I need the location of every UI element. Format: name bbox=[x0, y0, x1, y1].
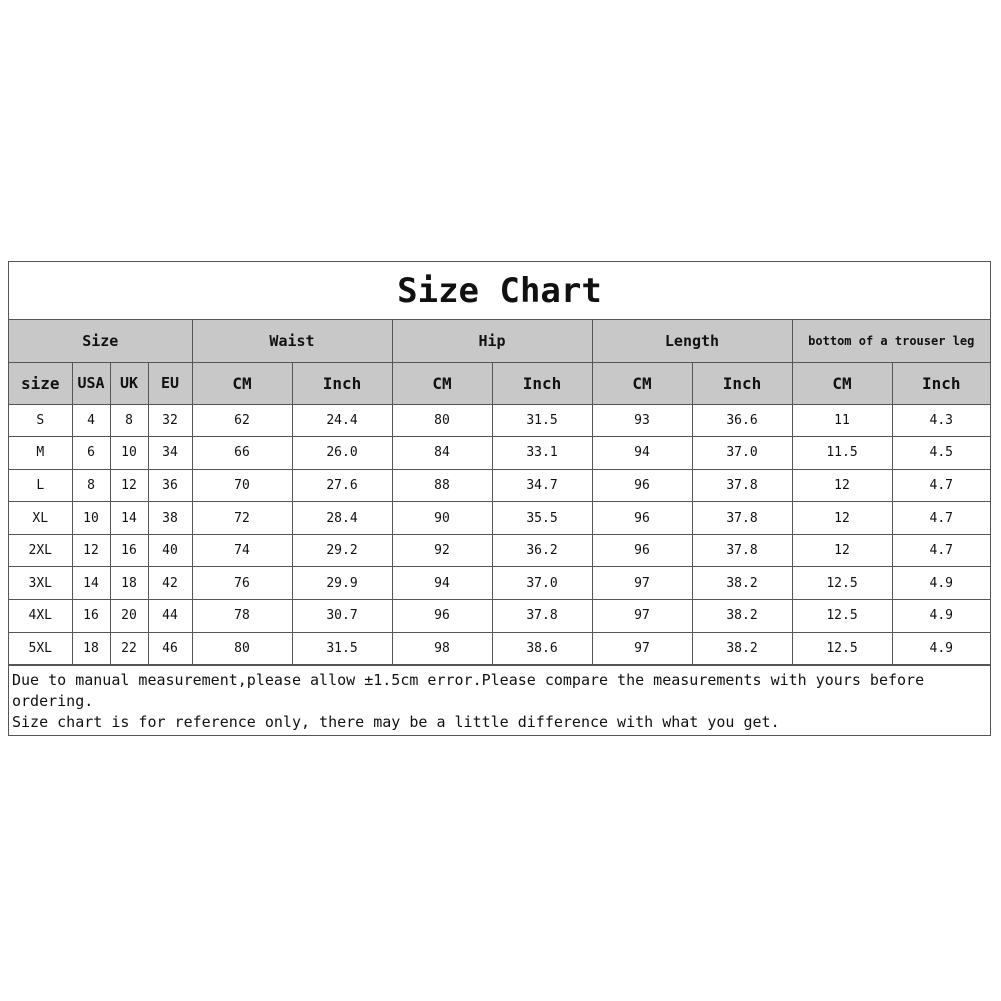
cell-size: S bbox=[9, 404, 72, 437]
col-waist-inch-header: Inch bbox=[292, 362, 392, 404]
cell-length-cm: 96 bbox=[592, 502, 692, 535]
cell-length-inch: 38.2 bbox=[692, 567, 792, 600]
col-eu-header: EU bbox=[148, 362, 192, 404]
cell-waist-cm: 72 bbox=[192, 502, 292, 535]
cell-leg-inch: 4.7 bbox=[892, 502, 990, 535]
table-row bbox=[9, 437, 990, 470]
col-usa-header: USA bbox=[72, 362, 110, 404]
group-length-header: Length bbox=[592, 320, 792, 362]
cell-length-cm: 97 bbox=[592, 600, 692, 633]
cell-length-inch: 36.6 bbox=[692, 404, 792, 437]
cell-hip-cm: 88 bbox=[392, 469, 492, 502]
cell-eu: 36 bbox=[148, 469, 192, 502]
cell-hip-inch: 35.5 bbox=[492, 502, 592, 535]
cell-leg-cm: 12 bbox=[792, 502, 892, 535]
cell-hip-cm: 98 bbox=[392, 632, 492, 665]
cell-hip-inch: 36.2 bbox=[492, 534, 592, 567]
cell-waist-inch: 28.4 bbox=[292, 502, 392, 535]
cell-waist-cm: 70 bbox=[192, 469, 292, 502]
table-row bbox=[9, 502, 990, 535]
note-block bbox=[9, 665, 990, 735]
cell-eu: 40 bbox=[148, 534, 192, 567]
cell-usa: 4 bbox=[72, 404, 110, 437]
cell-hip-inch: 37.0 bbox=[492, 567, 592, 600]
cell-length-cm: 96 bbox=[592, 534, 692, 567]
cell-hip-inch: 33.1 bbox=[492, 437, 592, 470]
cell-usa: 16 bbox=[72, 600, 110, 633]
cell-length-inch: 38.2 bbox=[692, 632, 792, 665]
cell-eu: 42 bbox=[148, 567, 192, 600]
cell-leg-cm: 12 bbox=[792, 534, 892, 567]
cell-waist-cm: 62 bbox=[192, 404, 292, 437]
cell-leg-cm: 12 bbox=[792, 469, 892, 502]
cell-hip-inch: 37.8 bbox=[492, 600, 592, 633]
cell-length-inch: 37.0 bbox=[692, 437, 792, 470]
cell-usa: 6 bbox=[72, 437, 110, 470]
table-row bbox=[9, 469, 990, 502]
note-line-2: Size chart is for reference only, there may be a little difference with what you get. bbox=[12, 713, 780, 732]
cell-length-cm: 94 bbox=[592, 437, 692, 470]
cell-length-inch: 37.8 bbox=[692, 469, 792, 502]
col-size-header: size bbox=[9, 362, 72, 404]
group-leg-header: bottom of a trouser leg bbox=[792, 320, 990, 362]
cell-size: 4XL bbox=[9, 600, 72, 633]
cell-uk: 14 bbox=[110, 502, 148, 535]
note-line-1: Due to manual measurement,please allow ±1.5cm error.Please compare the measurements with yours before ordering. bbox=[12, 671, 925, 711]
table-row bbox=[9, 567, 990, 600]
cell-uk: 8 bbox=[110, 404, 148, 437]
cell-waist-inch: 24.4 bbox=[292, 404, 392, 437]
cell-waist-inch: 31.5 bbox=[292, 632, 392, 665]
cell-leg-cm: 11 bbox=[792, 404, 892, 437]
cell-waist-cm: 80 bbox=[192, 632, 292, 665]
table-row bbox=[9, 404, 990, 437]
cell-hip-inch: 31.5 bbox=[492, 404, 592, 437]
cell-usa: 14 bbox=[72, 567, 110, 600]
col-leg-inch-header: Inch bbox=[892, 362, 990, 404]
cell-leg-cm: 11.5 bbox=[792, 437, 892, 470]
group-header-row bbox=[9, 320, 990, 362]
group-waist-header: Waist bbox=[192, 320, 392, 362]
cell-waist-inch: 27.6 bbox=[292, 469, 392, 502]
cell-leg-cm: 12.5 bbox=[792, 600, 892, 633]
col-length-cm-header: CM bbox=[592, 362, 692, 404]
table-body bbox=[9, 404, 990, 665]
cell-leg-cm: 12.5 bbox=[792, 632, 892, 665]
chart-title: Size Chart bbox=[397, 270, 602, 311]
title-row bbox=[9, 262, 990, 320]
cell-hip-cm: 84 bbox=[392, 437, 492, 470]
cell-hip-inch: 34.7 bbox=[492, 469, 592, 502]
cell-leg-inch: 4.7 bbox=[892, 534, 990, 567]
cell-hip-cm: 96 bbox=[392, 600, 492, 633]
cell-usa: 12 bbox=[72, 534, 110, 567]
cell-leg-inch: 4.5 bbox=[892, 437, 990, 470]
cell-leg-inch: 4.3 bbox=[892, 404, 990, 437]
cell-leg-inch: 4.9 bbox=[892, 600, 990, 633]
group-size-header: Size bbox=[9, 320, 192, 362]
col-length-inch-header: Inch bbox=[692, 362, 792, 404]
table-row bbox=[9, 632, 990, 665]
cell-waist-cm: 74 bbox=[192, 534, 292, 567]
cell-usa: 18 bbox=[72, 632, 110, 665]
cell-waist-inch: 30.7 bbox=[292, 600, 392, 633]
cell-size: M bbox=[9, 437, 72, 470]
table-row bbox=[9, 534, 990, 567]
cell-length-inch: 38.2 bbox=[692, 600, 792, 633]
cell-length-inch: 37.8 bbox=[692, 534, 792, 567]
cell-length-inch: 37.8 bbox=[692, 502, 792, 535]
cell-leg-inch: 4.9 bbox=[892, 567, 990, 600]
cell-size: 5XL bbox=[9, 632, 72, 665]
cell-eu: 46 bbox=[148, 632, 192, 665]
table-row bbox=[9, 600, 990, 633]
cell-hip-cm: 92 bbox=[392, 534, 492, 567]
cell-hip-inch: 38.6 bbox=[492, 632, 592, 665]
cell-hip-cm: 80 bbox=[392, 404, 492, 437]
cell-uk: 10 bbox=[110, 437, 148, 470]
col-uk-header: UK bbox=[110, 362, 148, 404]
size-table bbox=[9, 320, 990, 665]
cell-waist-inch: 26.0 bbox=[292, 437, 392, 470]
cell-usa: 10 bbox=[72, 502, 110, 535]
cell-eu: 32 bbox=[148, 404, 192, 437]
cell-eu: 34 bbox=[148, 437, 192, 470]
unit-header-row bbox=[9, 362, 990, 404]
cell-length-cm: 97 bbox=[592, 632, 692, 665]
col-waist-cm-header: CM bbox=[192, 362, 292, 404]
cell-usa: 8 bbox=[72, 469, 110, 502]
cell-hip-cm: 90 bbox=[392, 502, 492, 535]
cell-leg-cm: 12.5 bbox=[792, 567, 892, 600]
group-hip-header: Hip bbox=[392, 320, 592, 362]
cell-hip-cm: 94 bbox=[392, 567, 492, 600]
cell-length-cm: 96 bbox=[592, 469, 692, 502]
cell-eu: 44 bbox=[148, 600, 192, 633]
cell-waist-cm: 76 bbox=[192, 567, 292, 600]
cell-uk: 18 bbox=[110, 567, 148, 600]
cell-length-cm: 93 bbox=[592, 404, 692, 437]
cell-uk: 22 bbox=[110, 632, 148, 665]
cell-length-cm: 97 bbox=[592, 567, 692, 600]
cell-waist-inch: 29.9 bbox=[292, 567, 392, 600]
cell-uk: 20 bbox=[110, 600, 148, 633]
cell-leg-inch: 4.9 bbox=[892, 632, 990, 665]
col-hip-cm-header: CM bbox=[392, 362, 492, 404]
col-hip-inch-header: Inch bbox=[492, 362, 592, 404]
cell-waist-inch: 29.2 bbox=[292, 534, 392, 567]
cell-size: L bbox=[9, 469, 72, 502]
size-chart bbox=[8, 261, 991, 736]
cell-eu: 38 bbox=[148, 502, 192, 535]
cell-size: XL bbox=[9, 502, 72, 535]
cell-leg-inch: 4.7 bbox=[892, 469, 990, 502]
cell-uk: 12 bbox=[110, 469, 148, 502]
cell-uk: 16 bbox=[110, 534, 148, 567]
cell-size: 2XL bbox=[9, 534, 72, 567]
cell-waist-cm: 66 bbox=[192, 437, 292, 470]
col-leg-cm-header: CM bbox=[792, 362, 892, 404]
cell-waist-cm: 78 bbox=[192, 600, 292, 633]
cell-size: 3XL bbox=[9, 567, 72, 600]
